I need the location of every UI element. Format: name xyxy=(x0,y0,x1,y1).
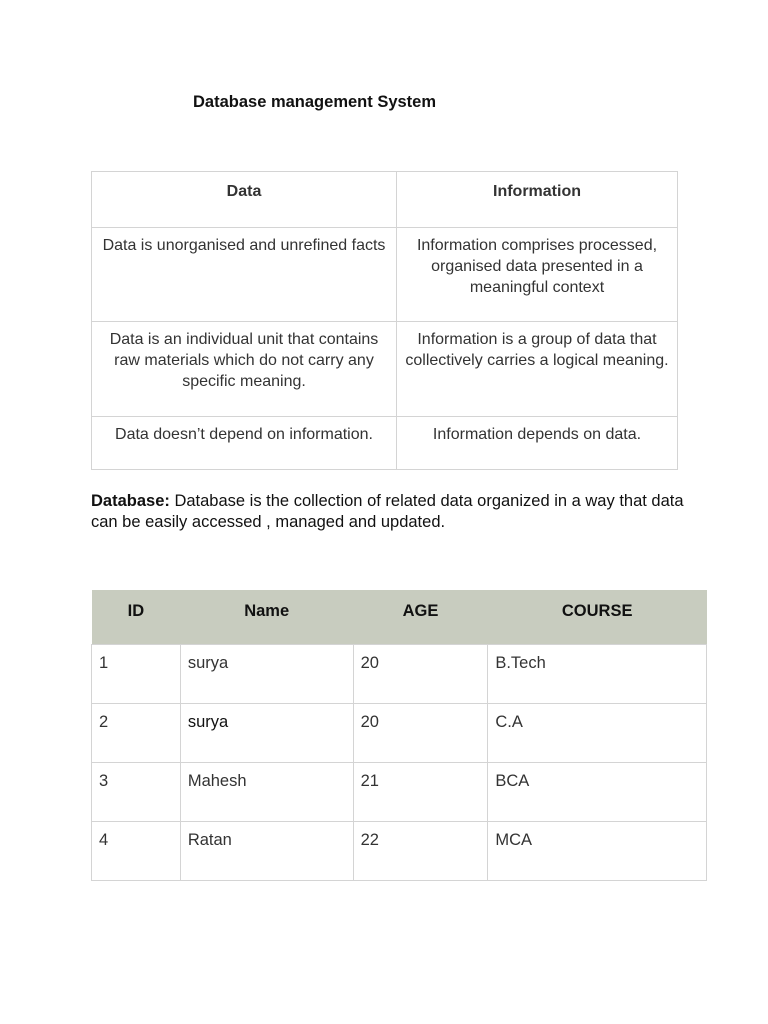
table-row xyxy=(92,228,678,322)
definition-text: Database is the collection of related data organized in a way that data can be easily accessed , managed and updated. xyxy=(91,492,684,531)
student-table xyxy=(91,590,707,881)
column-header-id: ID xyxy=(92,590,181,644)
table-row xyxy=(92,417,678,470)
table-cell: 22 xyxy=(353,821,488,880)
table-cell: BCA xyxy=(488,762,707,821)
table-cell: 1 xyxy=(92,644,181,703)
page-title: Database management System xyxy=(193,93,437,111)
table-row xyxy=(92,322,678,417)
table-cell: 20 xyxy=(353,644,488,703)
data-vs-information-table xyxy=(91,171,678,470)
table-header-row xyxy=(92,590,707,644)
column-header-data: Data xyxy=(92,172,397,228)
column-header-information: Information xyxy=(397,172,678,228)
column-header-name: Name xyxy=(180,590,353,644)
table-cell: Ratan xyxy=(180,821,353,880)
table-cell: Information depends on data. xyxy=(397,417,678,470)
table-cell: Mahesh xyxy=(180,762,353,821)
column-header-age: AGE xyxy=(353,590,488,644)
table-cell: MCA xyxy=(488,821,707,880)
table-cell: 2 xyxy=(92,703,181,762)
table-cell: surya xyxy=(180,703,353,762)
table-cell: B.Tech xyxy=(488,644,707,703)
definition-term: Database: xyxy=(91,492,170,510)
column-header-course: COURSE xyxy=(488,590,707,644)
table-cell: Data is unorganised and unrefined facts xyxy=(92,228,397,322)
table-row xyxy=(92,762,707,821)
database-definition xyxy=(91,491,691,533)
table-cell: 20 xyxy=(353,703,488,762)
table-cell: surya xyxy=(180,644,353,703)
table-row xyxy=(92,821,707,880)
table-cell: Data is an individual unit that contains raw materials which do not carry any specific meaning. xyxy=(92,322,397,417)
table-cell: 3 xyxy=(92,762,181,821)
table-cell: Data doesn’t depend on information. xyxy=(92,417,397,470)
table-header-row xyxy=(92,172,678,228)
table-cell: 4 xyxy=(92,821,181,880)
table-cell: Information is a group of data that collectively carries a logical meaning. xyxy=(397,322,678,417)
table-row xyxy=(92,703,707,762)
table-cell: 21 xyxy=(353,762,488,821)
table-cell: C.A xyxy=(488,703,707,762)
table-row xyxy=(92,644,707,703)
table-cell: Information comprises processed, organised data presented in a meaningful context xyxy=(397,228,678,322)
